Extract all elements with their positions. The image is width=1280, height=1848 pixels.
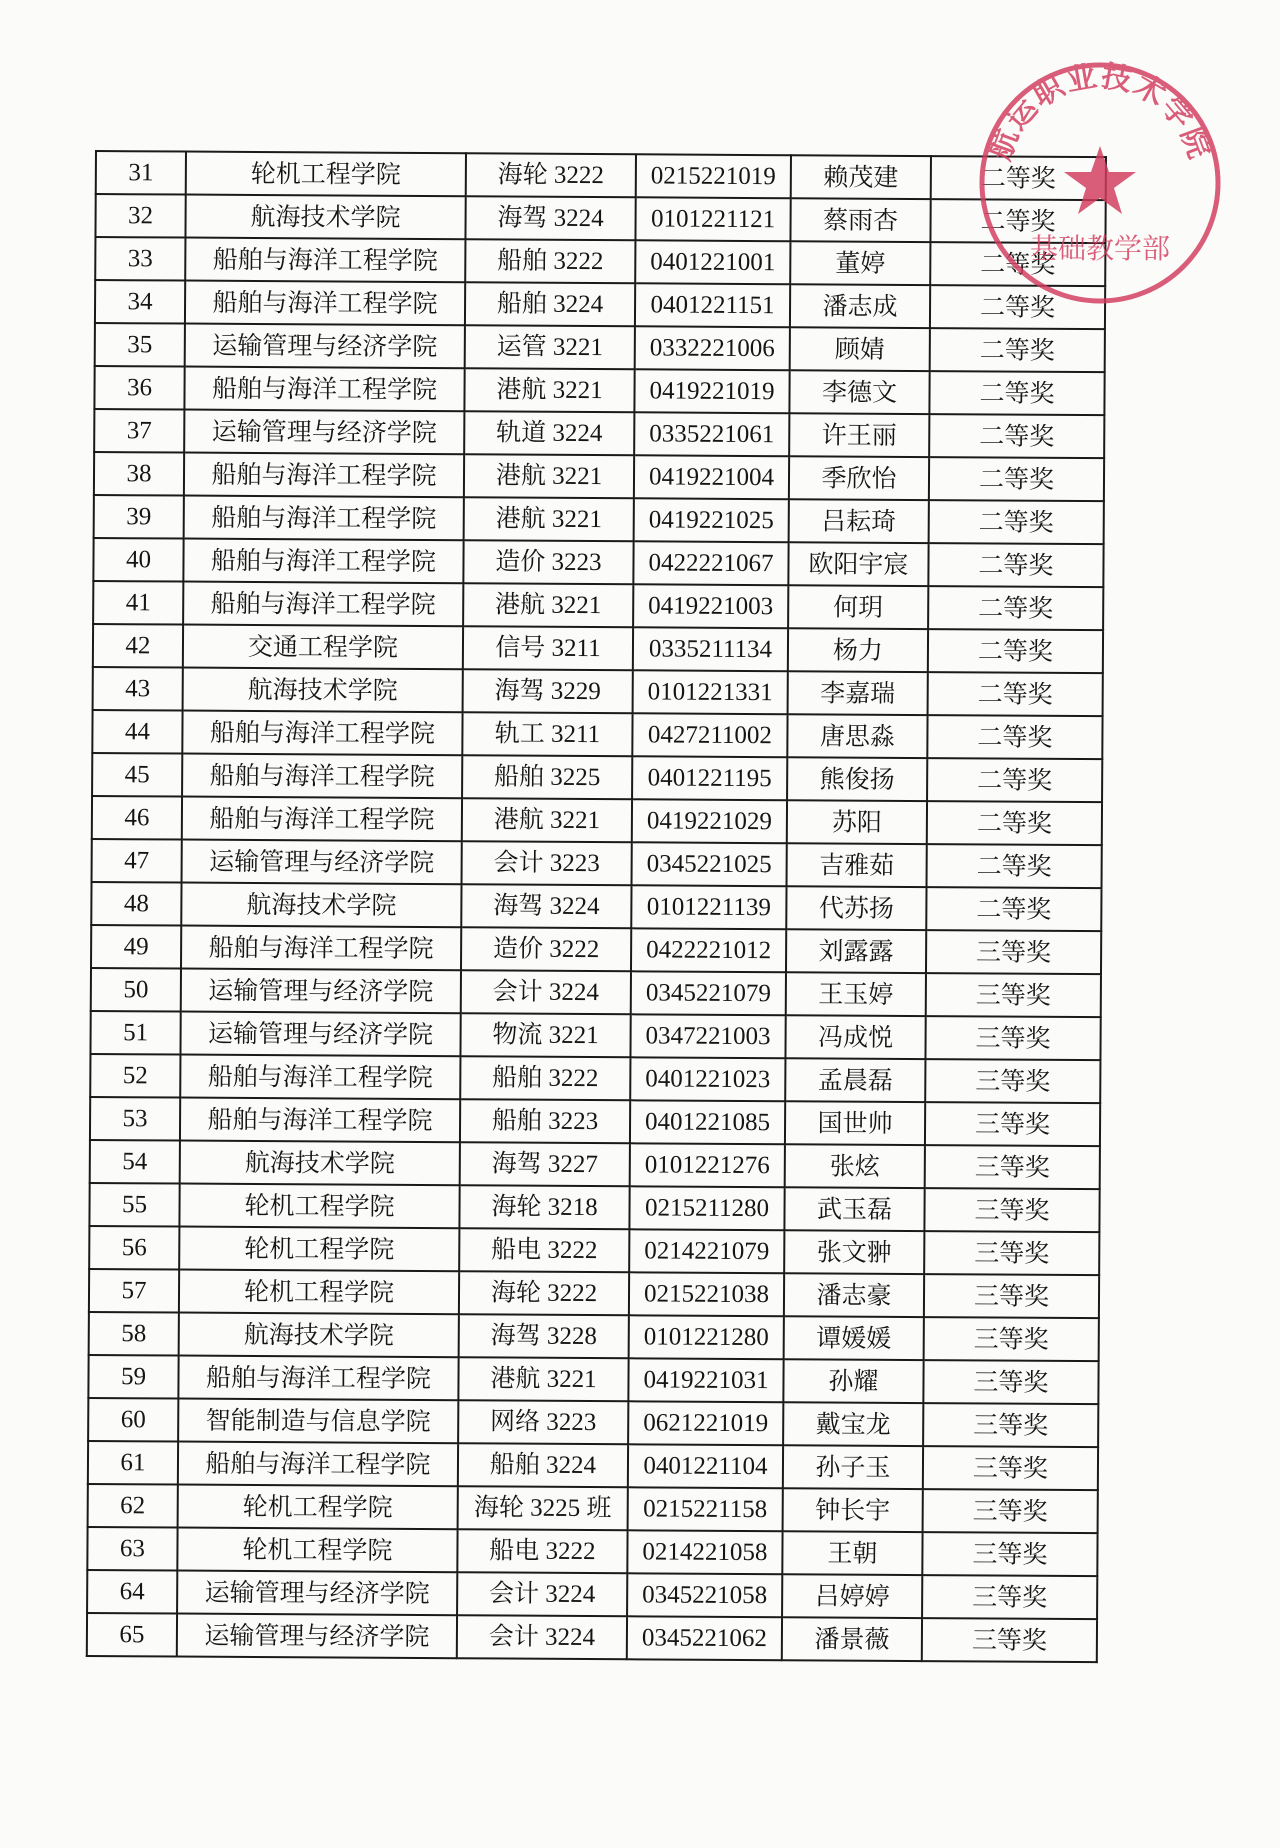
college-cell: 轮机工程学院 bbox=[177, 1528, 457, 1573]
row-number-cell: 44 bbox=[92, 710, 182, 754]
table-row bbox=[95, 323, 1105, 372]
table-row bbox=[91, 968, 1101, 1017]
row-number-cell: 42 bbox=[93, 624, 183, 668]
student-name-cell: 杨力 bbox=[788, 628, 928, 672]
table-row bbox=[93, 538, 1103, 587]
award-level-cell: 二等奖 bbox=[927, 715, 1102, 759]
row-number-cell: 36 bbox=[94, 366, 184, 410]
award-table-body bbox=[87, 151, 1106, 1662]
college-cell: 航海技术学院 bbox=[183, 668, 463, 713]
student-id-cell: 0214221058 bbox=[627, 1530, 782, 1574]
table-row bbox=[94, 366, 1104, 415]
student-id-cell: 0332221006 bbox=[635, 326, 790, 370]
class-cell: 船舶 3223 bbox=[460, 1099, 630, 1143]
table-row bbox=[90, 1140, 1100, 1189]
student-name-cell: 蔡雨杏 bbox=[790, 198, 930, 242]
table-row bbox=[94, 495, 1104, 544]
student-name-cell: 吉雅茹 bbox=[787, 843, 927, 887]
row-number-cell: 55 bbox=[89, 1183, 179, 1227]
student-id-cell: 0422221067 bbox=[633, 541, 788, 585]
class-cell: 港航 3221 bbox=[464, 497, 634, 541]
table-row bbox=[90, 1054, 1100, 1103]
college-cell: 运输管理与经济学院 bbox=[185, 324, 465, 369]
award-level-cell: 三等奖 bbox=[924, 1274, 1099, 1318]
college-cell: 航海技术学院 bbox=[179, 1313, 459, 1358]
table-row bbox=[95, 280, 1105, 329]
student-id-cell: 0401221023 bbox=[630, 1057, 785, 1101]
award-level-cell: 二等奖 bbox=[930, 242, 1105, 286]
award-level-cell: 二等奖 bbox=[929, 371, 1104, 415]
student-id-cell: 0419221029 bbox=[632, 799, 787, 843]
student-id-cell: 0419221025 bbox=[634, 498, 789, 542]
table-row bbox=[90, 1097, 1100, 1146]
college-cell: 运输管理与经济学院 bbox=[184, 410, 464, 455]
college-cell: 船舶与海洋工程学院 bbox=[184, 367, 464, 412]
student-name-cell: 王朝 bbox=[782, 1531, 922, 1575]
college-cell: 船舶与海洋工程学院 bbox=[182, 797, 462, 842]
table-row bbox=[91, 925, 1101, 974]
class-cell: 船舶 3222 bbox=[460, 1056, 630, 1100]
class-cell: 海驾 3224 bbox=[461, 884, 631, 928]
row-number-cell: 35 bbox=[95, 323, 185, 367]
row-number-cell: 61 bbox=[88, 1441, 178, 1485]
table-row bbox=[90, 1011, 1100, 1060]
row-number-cell: 62 bbox=[88, 1484, 178, 1528]
class-cell: 船电 3222 bbox=[459, 1228, 629, 1272]
class-cell: 会计 3224 bbox=[461, 970, 631, 1014]
student-name-cell: 董婷 bbox=[790, 241, 930, 285]
award-level-cell: 二等奖 bbox=[928, 672, 1103, 716]
award-level-cell: 二等奖 bbox=[927, 801, 1102, 845]
row-number-cell: 32 bbox=[95, 194, 185, 238]
student-id-cell: 0419221031 bbox=[628, 1358, 783, 1402]
student-name-cell: 谭媛媛 bbox=[784, 1316, 924, 1360]
student-id-cell: 0422221012 bbox=[631, 928, 786, 972]
student-id-cell: 0347221003 bbox=[630, 1014, 785, 1058]
row-number-cell: 45 bbox=[92, 753, 182, 797]
student-name-cell: 潘志豪 bbox=[784, 1273, 924, 1317]
table-row bbox=[94, 409, 1104, 458]
class-cell: 海驾 3228 bbox=[459, 1314, 629, 1358]
student-id-cell: 0101221121 bbox=[635, 197, 790, 241]
row-number-cell: 49 bbox=[91, 925, 181, 969]
college-cell: 船舶与海洋工程学院 bbox=[178, 1356, 458, 1401]
student-id-cell: 0215211280 bbox=[629, 1186, 784, 1230]
student-id-cell: 0101221280 bbox=[629, 1315, 784, 1359]
award-level-cell: 三等奖 bbox=[923, 1489, 1098, 1533]
award-level-cell: 三等奖 bbox=[925, 1016, 1100, 1060]
row-number-cell: 41 bbox=[93, 581, 183, 625]
student-name-cell: 刘露露 bbox=[786, 929, 926, 973]
award-level-cell: 三等奖 bbox=[925, 1145, 1100, 1189]
class-cell: 海轮 3218 bbox=[459, 1185, 629, 1229]
student-id-cell: 0215221158 bbox=[628, 1487, 783, 1531]
award-level-cell: 三等奖 bbox=[925, 1102, 1100, 1146]
table-row bbox=[96, 151, 1106, 200]
table-row bbox=[89, 1183, 1099, 1232]
student-name-cell: 孙耀 bbox=[783, 1359, 923, 1403]
student-id-cell: 0335221061 bbox=[634, 412, 789, 456]
row-number-cell: 37 bbox=[94, 409, 184, 453]
student-id-cell: 0345221079 bbox=[631, 971, 786, 1015]
student-name-cell: 张炫 bbox=[785, 1144, 925, 1188]
student-name-cell: 钟长宇 bbox=[783, 1488, 923, 1532]
award-level-cell: 二等奖 bbox=[930, 285, 1105, 329]
college-cell: 船舶与海洋工程学院 bbox=[183, 582, 463, 627]
row-number-cell: 65 bbox=[87, 1613, 177, 1657]
college-cell: 轮机工程学院 bbox=[179, 1227, 459, 1272]
table-row bbox=[88, 1355, 1098, 1404]
award-level-cell: 二等奖 bbox=[927, 844, 1102, 888]
row-number-cell: 38 bbox=[94, 452, 184, 496]
class-cell: 海驾 3224 bbox=[465, 196, 635, 240]
table-row bbox=[87, 1570, 1097, 1619]
award-level-cell: 二等奖 bbox=[930, 328, 1105, 372]
class-cell: 物流 3221 bbox=[460, 1013, 630, 1057]
college-cell: 航海技术学院 bbox=[180, 1141, 460, 1186]
award-level-cell: 三等奖 bbox=[926, 973, 1101, 1017]
table-row bbox=[91, 882, 1101, 931]
table-row bbox=[87, 1527, 1097, 1576]
college-cell: 运输管理与经济学院 bbox=[180, 1012, 460, 1057]
student-id-cell: 0401221104 bbox=[628, 1444, 783, 1488]
row-number-cell: 53 bbox=[90, 1097, 180, 1141]
table-row bbox=[92, 753, 1102, 802]
award-level-cell: 三等奖 bbox=[923, 1360, 1098, 1404]
student-name-cell: 吕婷婷 bbox=[782, 1574, 922, 1618]
class-cell: 船舶 3222 bbox=[465, 239, 635, 283]
student-name-cell: 季欣怡 bbox=[789, 456, 929, 500]
row-number-cell: 34 bbox=[95, 280, 185, 324]
student-name-cell: 吕耘琦 bbox=[789, 499, 929, 543]
college-cell: 轮机工程学院 bbox=[179, 1184, 459, 1229]
college-cell: 船舶与海洋工程学院 bbox=[184, 496, 464, 541]
class-cell: 会计 3224 bbox=[457, 1615, 627, 1659]
student-name-cell: 国世帅 bbox=[785, 1101, 925, 1145]
table-row bbox=[92, 796, 1102, 845]
student-name-cell: 代苏扬 bbox=[786, 886, 926, 930]
award-table bbox=[86, 150, 1107, 1663]
class-cell: 信号 3211 bbox=[463, 626, 633, 670]
student-id-cell: 0621221019 bbox=[628, 1401, 783, 1445]
student-id-cell: 0345221062 bbox=[627, 1616, 782, 1660]
student-name-cell: 李德文 bbox=[789, 370, 929, 414]
student-name-cell: 赖茂建 bbox=[791, 155, 931, 199]
award-level-cell: 三等奖 bbox=[922, 1618, 1097, 1662]
college-cell: 船舶与海洋工程学院 bbox=[180, 1098, 460, 1143]
college-cell: 船舶与海洋工程学院 bbox=[184, 453, 464, 498]
award-level-cell: 二等奖 bbox=[928, 543, 1103, 587]
student-name-cell: 许王丽 bbox=[789, 413, 929, 457]
college-cell: 运输管理与经济学院 bbox=[177, 1614, 457, 1659]
college-cell: 船舶与海洋工程学院 bbox=[178, 1442, 458, 1487]
class-cell: 造价 3222 bbox=[461, 927, 631, 971]
student-name-cell: 武玉磊 bbox=[784, 1187, 924, 1231]
row-number-cell: 39 bbox=[94, 495, 184, 539]
class-cell: 船电 3222 bbox=[457, 1529, 627, 1573]
table-row bbox=[93, 667, 1103, 716]
row-number-cell: 47 bbox=[92, 839, 182, 883]
student-name-cell: 王玉婷 bbox=[786, 972, 926, 1016]
class-cell: 港航 3221 bbox=[462, 798, 632, 842]
student-id-cell: 0215221019 bbox=[636, 154, 791, 198]
student-id-cell: 0419221019 bbox=[634, 369, 789, 413]
award-level-cell: 二等奖 bbox=[929, 457, 1104, 501]
award-level-cell: 三等奖 bbox=[926, 930, 1101, 974]
student-id-cell: 0101221276 bbox=[630, 1143, 785, 1187]
student-name-cell: 冯成悦 bbox=[785, 1015, 925, 1059]
award-level-cell: 三等奖 bbox=[922, 1575, 1097, 1619]
student-id-cell: 0345221025 bbox=[632, 842, 787, 886]
table-row bbox=[88, 1484, 1098, 1533]
award-level-cell: 二等奖 bbox=[931, 156, 1106, 200]
class-cell: 港航 3221 bbox=[464, 454, 634, 498]
class-cell: 运管 3221 bbox=[465, 325, 635, 369]
class-cell: 港航 3221 bbox=[463, 583, 633, 627]
table-row bbox=[93, 624, 1103, 673]
student-id-cell: 0401221001 bbox=[635, 240, 790, 284]
student-name-cell: 李嘉瑞 bbox=[788, 671, 928, 715]
student-name-cell: 唐思淼 bbox=[787, 714, 927, 758]
college-cell: 船舶与海洋工程学院 bbox=[185, 238, 465, 283]
class-cell: 港航 3221 bbox=[458, 1357, 628, 1401]
class-cell: 港航 3221 bbox=[464, 368, 634, 412]
student-name-cell: 孙子玉 bbox=[783, 1445, 923, 1489]
student-id-cell: 0427211002 bbox=[632, 713, 787, 757]
table-row bbox=[89, 1269, 1099, 1318]
class-cell: 海轮 3222 bbox=[459, 1271, 629, 1315]
row-number-cell: 31 bbox=[96, 151, 186, 195]
class-cell: 造价 3223 bbox=[463, 540, 633, 584]
row-number-cell: 52 bbox=[90, 1054, 180, 1098]
award-level-cell: 三等奖 bbox=[924, 1188, 1099, 1232]
college-cell: 交通工程学院 bbox=[183, 625, 463, 670]
award-level-cell: 二等奖 bbox=[926, 887, 1101, 931]
student-id-cell: 0401221085 bbox=[630, 1100, 785, 1144]
award-level-cell: 二等奖 bbox=[929, 414, 1104, 458]
row-number-cell: 60 bbox=[88, 1398, 178, 1442]
table-row bbox=[87, 1613, 1097, 1662]
college-cell: 轮机工程学院 bbox=[178, 1485, 458, 1530]
row-number-cell: 51 bbox=[90, 1011, 180, 1055]
row-number-cell: 48 bbox=[91, 882, 181, 926]
college-cell: 轮机工程学院 bbox=[179, 1270, 459, 1315]
row-number-cell: 59 bbox=[88, 1355, 178, 1399]
award-level-cell: 三等奖 bbox=[925, 1059, 1100, 1103]
college-cell: 船舶与海洋工程学院 bbox=[182, 754, 462, 799]
college-cell: 船舶与海洋工程学院 bbox=[182, 711, 462, 756]
student-id-cell: 0101221139 bbox=[631, 885, 786, 929]
row-number-cell: 64 bbox=[87, 1570, 177, 1614]
table-row bbox=[93, 581, 1103, 630]
row-number-cell: 63 bbox=[87, 1527, 177, 1571]
student-id-cell: 0401221151 bbox=[635, 283, 790, 327]
college-cell: 航海技术学院 bbox=[185, 195, 465, 240]
award-level-cell: 二等奖 bbox=[930, 199, 1105, 243]
award-level-cell: 二等奖 bbox=[928, 629, 1103, 673]
student-id-cell: 0335211134 bbox=[633, 627, 788, 671]
student-id-cell: 0345221058 bbox=[627, 1573, 782, 1617]
award-level-cell: 二等奖 bbox=[927, 758, 1102, 802]
class-cell: 船舶 3225 bbox=[462, 755, 632, 799]
svg-text:航运职业技术学院: 航运职业技术学院 bbox=[982, 58, 1218, 165]
class-cell: 会计 3224 bbox=[457, 1572, 627, 1616]
college-cell: 船舶与海洋工程学院 bbox=[183, 539, 463, 584]
class-cell: 船舶 3224 bbox=[458, 1443, 628, 1487]
table-row bbox=[92, 710, 1102, 759]
class-cell: 海驾 3229 bbox=[463, 669, 633, 713]
award-level-cell: 二等奖 bbox=[929, 500, 1104, 544]
college-cell: 运输管理与经济学院 bbox=[182, 840, 462, 885]
college-cell: 智能制造与信息学院 bbox=[178, 1399, 458, 1444]
student-name-cell: 潘志成 bbox=[790, 284, 930, 328]
row-number-cell: 33 bbox=[95, 237, 185, 281]
row-number-cell: 58 bbox=[89, 1312, 179, 1356]
table-row bbox=[88, 1398, 1098, 1447]
student-name-cell: 潘景薇 bbox=[782, 1617, 922, 1661]
student-name-cell: 欧阳宇宸 bbox=[788, 542, 928, 586]
row-number-cell: 43 bbox=[93, 667, 183, 711]
college-cell: 轮机工程学院 bbox=[186, 152, 466, 197]
row-number-cell: 40 bbox=[93, 538, 183, 582]
table-row bbox=[88, 1441, 1098, 1490]
table-row bbox=[95, 194, 1105, 243]
row-number-cell: 56 bbox=[89, 1226, 179, 1270]
row-number-cell: 54 bbox=[90, 1140, 180, 1184]
row-number-cell: 57 bbox=[89, 1269, 179, 1313]
student-name-cell: 苏阳 bbox=[787, 800, 927, 844]
award-level-cell: 三等奖 bbox=[923, 1446, 1098, 1490]
table-row bbox=[92, 839, 1102, 888]
student-id-cell: 0214221079 bbox=[629, 1229, 784, 1273]
college-cell: 船舶与海洋工程学院 bbox=[185, 281, 465, 326]
class-cell: 海轮 3225 班 bbox=[458, 1486, 628, 1530]
award-level-cell: 二等奖 bbox=[928, 586, 1103, 630]
student-name-cell: 熊俊扬 bbox=[787, 757, 927, 801]
student-name-cell: 顾婧 bbox=[790, 327, 930, 371]
college-cell: 航海技术学院 bbox=[181, 883, 461, 928]
student-id-cell: 0419221004 bbox=[634, 455, 789, 499]
class-cell: 网络 3223 bbox=[458, 1400, 628, 1444]
award-level-cell: 三等奖 bbox=[924, 1231, 1099, 1275]
college-cell: 船舶与海洋工程学院 bbox=[181, 926, 461, 971]
student-name-cell: 孟晨磊 bbox=[785, 1058, 925, 1102]
row-number-cell: 46 bbox=[92, 796, 182, 840]
class-cell: 海驾 3227 bbox=[460, 1142, 630, 1186]
student-id-cell: 0215221038 bbox=[629, 1272, 784, 1316]
award-level-cell: 三等奖 bbox=[924, 1317, 1099, 1361]
award-level-cell: 三等奖 bbox=[922, 1532, 1097, 1576]
student-name-cell: 张文翀 bbox=[784, 1230, 924, 1274]
student-id-cell: 0401221195 bbox=[632, 756, 787, 800]
seal-subtext: 基础教学部 bbox=[1029, 232, 1171, 265]
award-level-cell: 三等奖 bbox=[923, 1403, 1098, 1447]
row-number-cell: 50 bbox=[91, 968, 181, 1012]
student-id-cell: 0101221331 bbox=[633, 670, 788, 714]
class-cell: 轨道 3224 bbox=[464, 411, 634, 455]
table-row bbox=[95, 237, 1105, 286]
college-cell: 运输管理与经济学院 bbox=[181, 969, 461, 1014]
table-row bbox=[89, 1226, 1099, 1275]
college-cell: 船舶与海洋工程学院 bbox=[180, 1055, 460, 1100]
college-cell: 运输管理与经济学院 bbox=[177, 1571, 457, 1616]
table-row bbox=[89, 1312, 1099, 1361]
class-cell: 轨工 3211 bbox=[462, 712, 632, 756]
student-name-cell: 何玥 bbox=[788, 585, 928, 629]
class-cell: 会计 3223 bbox=[462, 841, 632, 885]
class-cell: 海轮 3222 bbox=[466, 153, 636, 197]
student-id-cell: 0419221003 bbox=[633, 584, 788, 628]
table-row bbox=[94, 452, 1104, 501]
student-name-cell: 戴宝龙 bbox=[783, 1402, 923, 1446]
class-cell: 船舶 3224 bbox=[465, 282, 635, 326]
